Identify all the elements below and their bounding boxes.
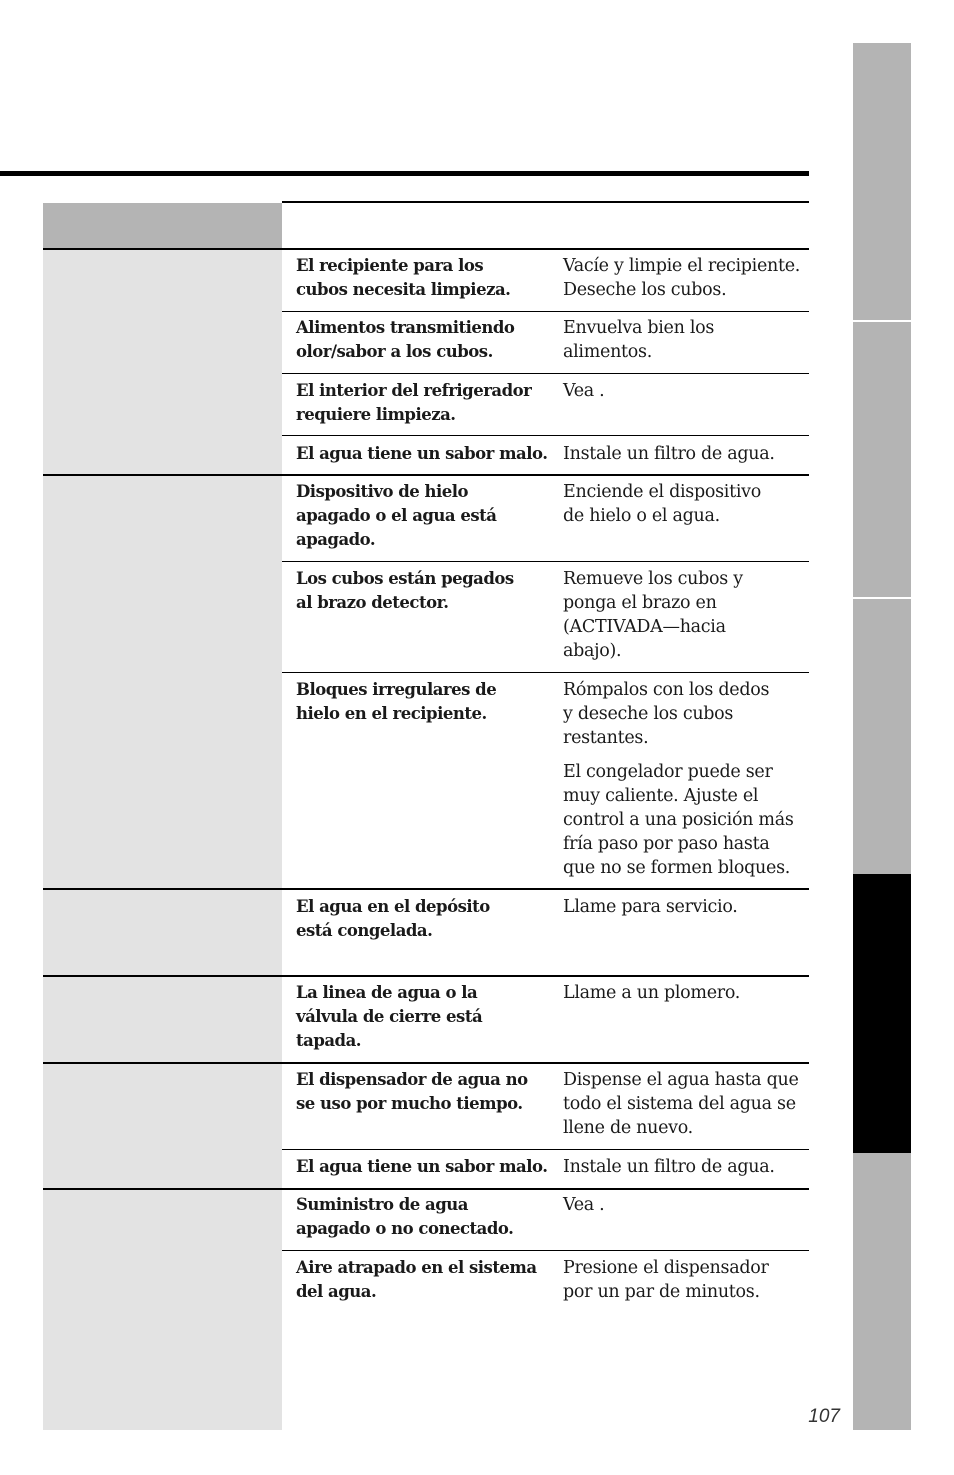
solution-text: Remueve los cubos y ponga el brazo en (ACTIVADA—hacia abajo).: [563, 569, 743, 661]
solution-text: Instale un filtro de agua.: [563, 1157, 775, 1177]
section-tab-5: [853, 1153, 911, 1430]
cause-text: Bloques irregulares de hielo en el recipiente.: [296, 680, 497, 723]
solution-text: Rómpalos con los dedos y deseche los cubos restantes.: [563, 680, 770, 748]
cause-text: El agua tiene un sabor malo.: [296, 1157, 548, 1176]
solution-text: Llame para servicio.: [563, 897, 738, 917]
cause-text: El interior del refrigerador requiere limpieza.: [296, 381, 532, 424]
solution-text: Vea .: [563, 1195, 605, 1215]
row-divider: [282, 1149, 809, 1150]
cause-text: El agua tiene un sabor malo.: [296, 444, 548, 463]
cause-text: El agua en el depósito está congelada.: [296, 897, 490, 940]
header-rule-bottom: [43, 248, 809, 250]
section-divider: [43, 888, 809, 890]
page-number: 107: [808, 1406, 840, 1427]
cause-text: Los cubos están pegados al brazo detector.: [296, 569, 514, 612]
cause-text: La linea de agua o la válvula de cierre está tapada.: [296, 983, 483, 1050]
section-divider: [43, 975, 809, 977]
solution-text: Dispense el agua hasta que todo el sistema del agua se llene de nuevo.: [563, 1070, 799, 1138]
problem-column-header: [43, 203, 282, 250]
problem-column: [43, 203, 282, 1430]
cause-text: Alimentos transmitiendo olor/sabor a los cubos.: [296, 318, 515, 361]
solution-text: Envuelva bien los alimentos.: [563, 318, 715, 362]
section-tab-2: [853, 322, 911, 597]
section-divider: [43, 1188, 809, 1190]
row-divider: [282, 561, 809, 562]
row-divider: [282, 1250, 809, 1251]
solution-text: Instale un filtro de agua.: [563, 444, 775, 464]
solution-text: Llame a un plomero.: [563, 983, 741, 1003]
section-tab-1: [853, 43, 911, 320]
row-divider: [282, 672, 809, 673]
solution-text: Vacíe y limpie el recipiente. Deseche los cubos.: [563, 256, 801, 300]
top-rule: [0, 171, 809, 176]
row-divider: [282, 311, 809, 312]
cause-text: El recipiente para los cubos necesita limpieza.: [296, 256, 511, 299]
section-tab-active: [853, 874, 911, 1153]
section-divider: [43, 1062, 809, 1064]
row-divider: [282, 435, 809, 436]
solution-text: Vea .: [563, 381, 605, 401]
section-tab-3: [853, 599, 911, 874]
row-divider: [282, 373, 809, 374]
header-rule-top: [282, 201, 809, 203]
cause-text: Dispositivo de hielo apagado o el agua está apagado.: [296, 482, 497, 549]
solution-text: Presione el dispensador por un par de minutos.: [563, 1258, 769, 1302]
solution-text: Enciende el dispositivo de hielo o el agua.: [563, 482, 761, 526]
cause-text: Aire atrapado en el sistema del agua.: [296, 1258, 537, 1301]
section-divider: [43, 474, 809, 476]
solution-text: El congelador puede ser muy caliente. Ajuste el control a una posición más fría paso por paso hasta que no se formen bloques.: [563, 762, 794, 878]
cause-text: El dispensador de agua no se uso por mucho tiempo.: [296, 1070, 528, 1113]
cause-text: Suministro de agua apagado o no conectado.: [296, 1195, 514, 1238]
